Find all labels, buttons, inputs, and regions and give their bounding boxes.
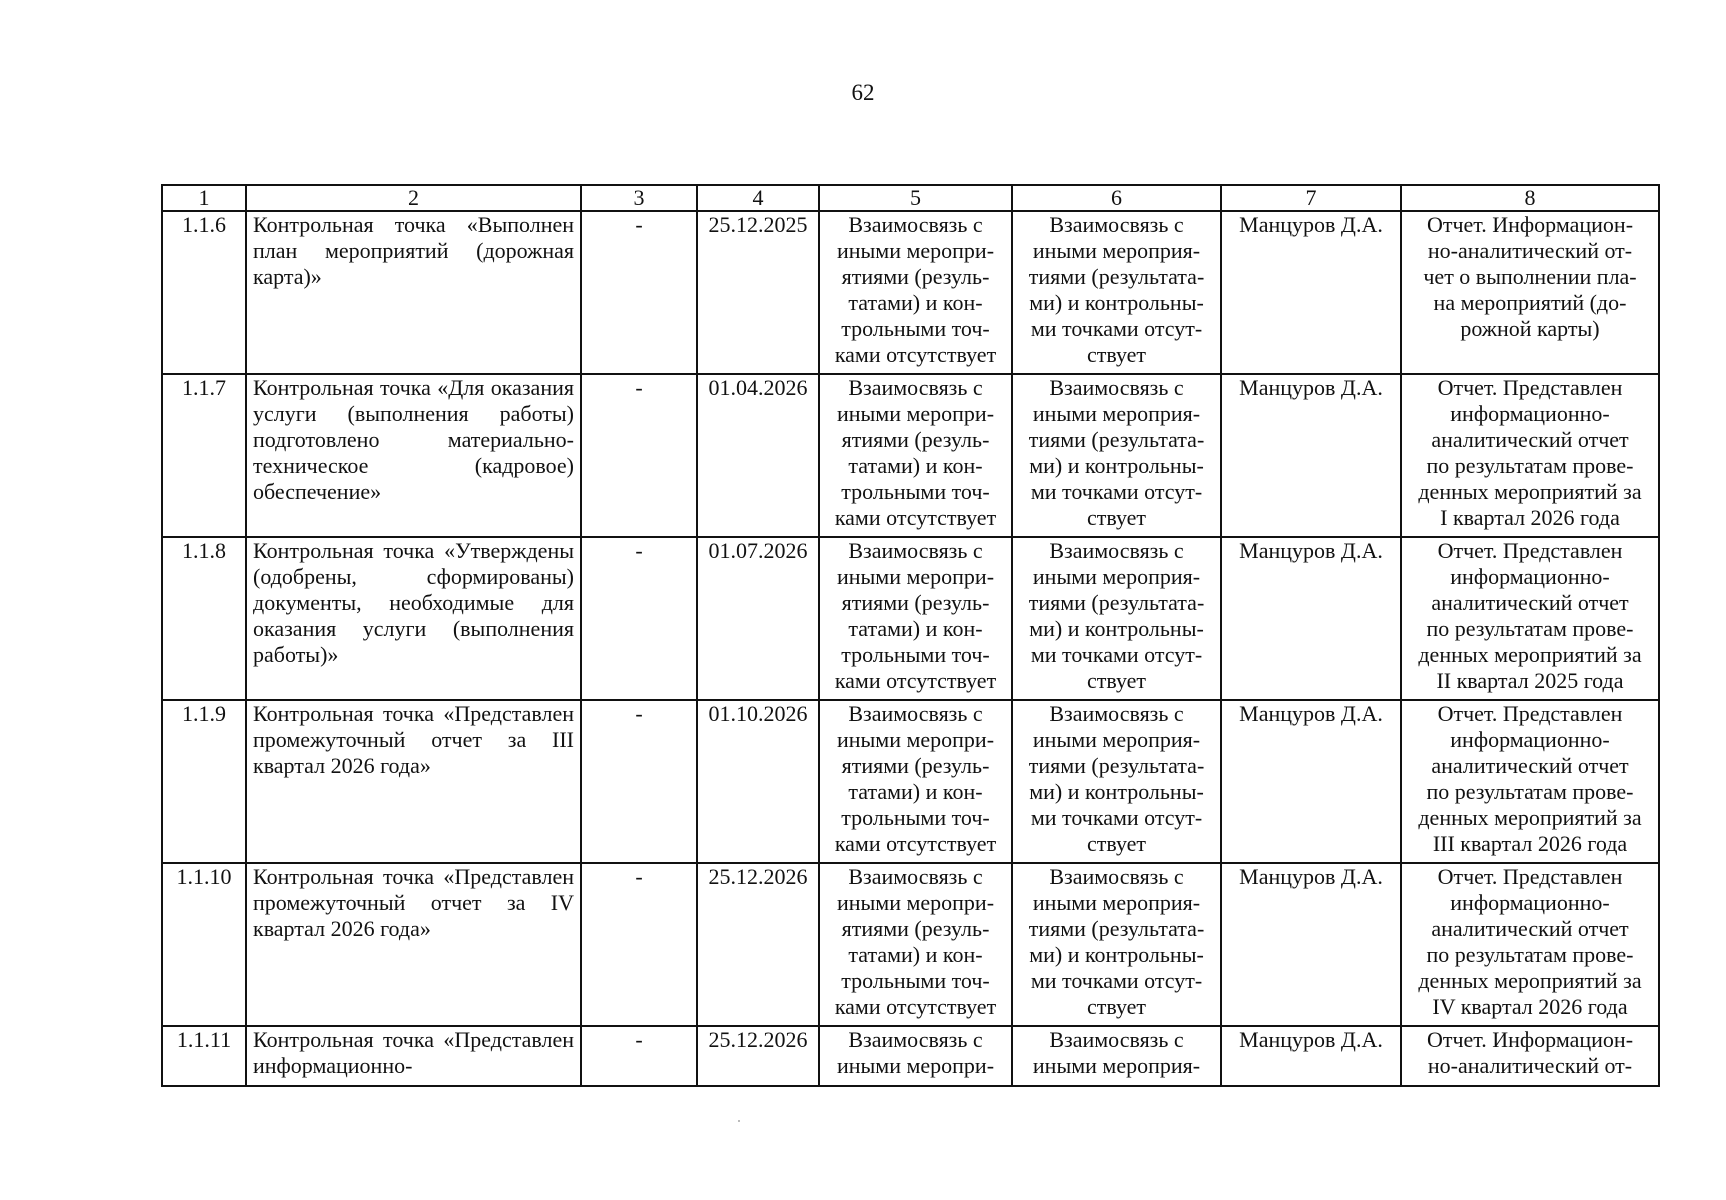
column-header-1: 1: [162, 185, 246, 211]
scan-speck: [738, 1120, 740, 1122]
relation-checkpoints: Взаимосвязь с иными мероприя- тиями (результата- ми) и контрольны- ми точками отсут- ствует: [1012, 863, 1221, 1026]
responsible-person: Манцуров Д.А.: [1221, 1026, 1401, 1086]
deadline-date: 01.04.2026: [697, 374, 819, 537]
responsible-person: Манцуров Д.А.: [1221, 211, 1401, 374]
base-value: -: [581, 374, 697, 537]
checkpoint-name: Контрольная точка «Представлен промежуточный отчет за III квартал 2026 года»: [246, 700, 581, 863]
column-header-6: 6: [1012, 185, 1221, 211]
table-row: [162, 700, 1659, 863]
checkpoint-name: Контрольная точка «Утверждены (одобрены, сформированы) документы, необходимые для оказания услуги (выполнения работы)»: [246, 537, 581, 700]
column-header-5: 5: [819, 185, 1012, 211]
deadline-date: 25.12.2025: [697, 211, 819, 374]
relation-checkpoints: Взаимосвязь с иными мероприя- тиями (результата- ми) и контрольны- ми точками отсут- ствует: [1012, 374, 1221, 537]
relation-activities: Взаимосвязь с иными меропри- ятиями (резуль- татами) и кон- трольными точ- ками отсутствует: [819, 700, 1012, 863]
table-row: [162, 1026, 1659, 1086]
report-type: Отчет. Информацион- но-аналитический от- чет о выполнении пла- на мероприятий (до- рожной карты): [1401, 211, 1659, 374]
base-value: -: [581, 863, 697, 1026]
report-type: Отчет. Представлен информационно- аналитический отчет по результатам прове- денных мероприятий за I квартал 2026 года: [1401, 374, 1659, 537]
row-number: 1.1.7: [162, 374, 246, 537]
row-number: 1.1.8: [162, 537, 246, 700]
relation-activities: Взаимосвязь с иными меропри- ятиями (резуль- татами) и кон- трольными точ- ками отсутствует: [819, 211, 1012, 374]
table-row: [162, 211, 1659, 374]
report-type: Отчет. Представлен информационно- аналитический отчет по результатам прове- денных мероприятий за III квартал 2026 года: [1401, 700, 1659, 863]
column-header-7: 7: [1221, 185, 1401, 211]
relation-activities: Взаимосвязь с иными меропри- ятиями (резуль- татами) и кон- трольными точ- ками отсутствует: [819, 863, 1012, 1026]
checkpoint-name: Контрольная точка «Представлен промежуточный отчет за IV квартал 2026 года»: [246, 863, 581, 1026]
column-header-2: 2: [246, 185, 581, 211]
base-value: -: [581, 537, 697, 700]
relation-checkpoints: Взаимосвязь с иными мероприя-: [1012, 1026, 1221, 1086]
row-number: 1.1.6: [162, 211, 246, 374]
responsible-person: Манцуров Д.А.: [1221, 374, 1401, 537]
deadline-date: 01.10.2026: [697, 700, 819, 863]
column-header-4: 4: [697, 185, 819, 211]
checkpoint-name: Контрольная точка «Выполнен план мероприятий (дорожная карта)»: [246, 211, 581, 374]
table-row: [162, 863, 1659, 1026]
relation-checkpoints: Взаимосвязь с иными мероприя- тиями (результата- ми) и контрольны- ми точками отсут- ствует: [1012, 537, 1221, 700]
table-row: [162, 374, 1659, 537]
relation-activities: Взаимосвязь с иными меропри-: [819, 1026, 1012, 1086]
relation-activities: Взаимосвязь с иными меропри- ятиями (резуль- татами) и кон- трольными точ- ками отсутствует: [819, 537, 1012, 700]
report-type: Отчет. Представлен информационно- аналитический отчет по результатам прове- денных мероприятий за IV квартал 2026 года: [1401, 863, 1659, 1026]
responsible-person: Манцуров Д.А.: [1221, 537, 1401, 700]
row-number: 1.1.9: [162, 700, 246, 863]
column-number-row: [162, 185, 1659, 211]
column-header-3: 3: [581, 185, 697, 211]
table-row: [162, 537, 1659, 700]
deadline-date: 25.12.2026: [697, 863, 819, 1026]
row-number: 1.1.11: [162, 1026, 246, 1086]
base-value: -: [581, 700, 697, 863]
responsible-person: Манцуров Д.А.: [1221, 700, 1401, 863]
checkpoint-name: Контрольная точка «Для оказания услуги (выполнения работы) подготовлено материально-техническое (кадровое) обеспечение»: [246, 374, 581, 537]
report-type: Отчет. Информацион- но-аналитический от-: [1401, 1026, 1659, 1086]
deadline-date: 25.12.2026: [697, 1026, 819, 1086]
page-number: 62: [851, 80, 875, 105]
plan-table: [161, 184, 1660, 1087]
relation-checkpoints: Взаимосвязь с иными мероприя- тиями (результата- ми) и контрольны- ми точками отсут- ствует: [1012, 211, 1221, 374]
base-value: -: [581, 1026, 697, 1086]
relation-activities: Взаимосвязь с иными меропри- ятиями (резуль- татами) и кон- трольными точ- ками отсутствует: [819, 374, 1012, 537]
checkpoint-name: Контрольная точка «Представлен информационно-: [246, 1026, 581, 1086]
column-header-8: 8: [1401, 185, 1659, 211]
relation-checkpoints: Взаимосвязь с иными мероприя- тиями (результата- ми) и контрольны- ми точками отсут- ствует: [1012, 700, 1221, 863]
responsible-person: Манцуров Д.А.: [1221, 863, 1401, 1026]
deadline-date: 01.07.2026: [697, 537, 819, 700]
base-value: -: [581, 211, 697, 374]
row-number: 1.1.10: [162, 863, 246, 1026]
report-type: Отчет. Представлен информационно- аналитический отчет по результатам прове- денных мероприятий за II квартал 2025 года: [1401, 537, 1659, 700]
